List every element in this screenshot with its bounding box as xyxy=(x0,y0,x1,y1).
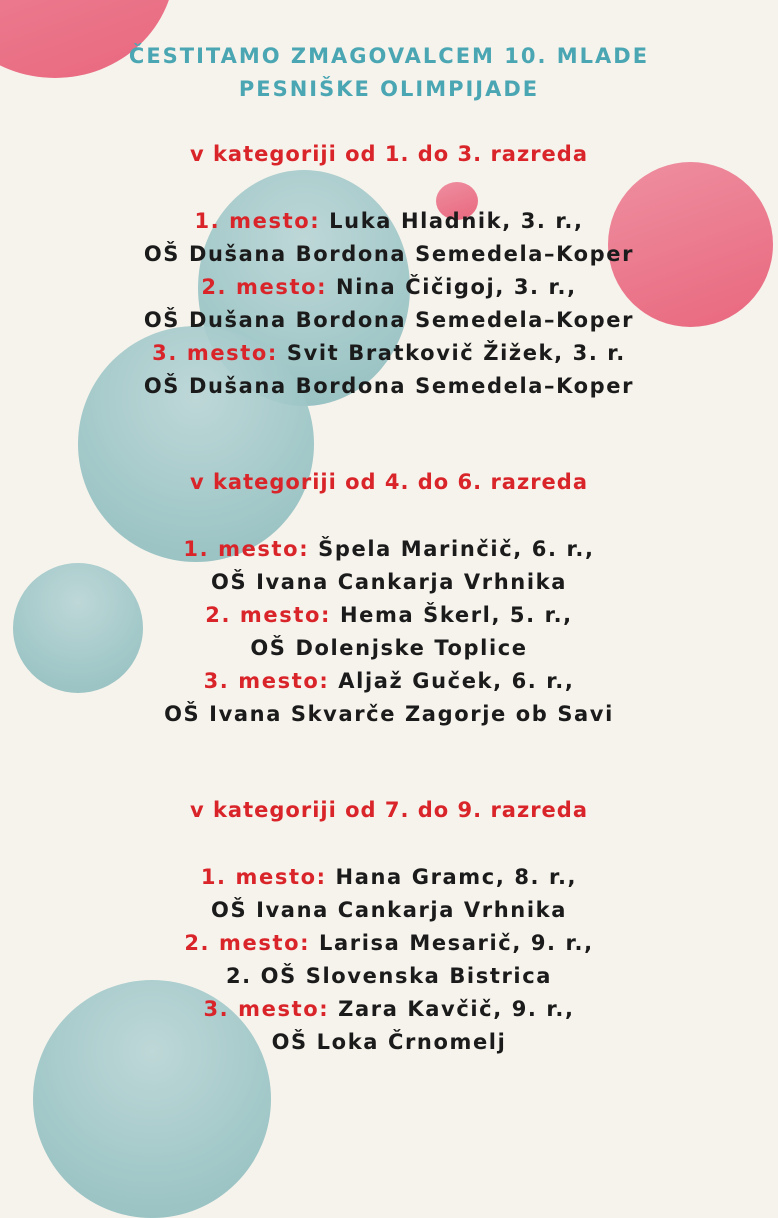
place-label: 1. mesto: xyxy=(200,865,327,889)
winner-line xyxy=(0,271,778,304)
winner-line xyxy=(0,533,778,566)
winner-line xyxy=(0,993,778,1026)
winner-name: Zara Kavčič, 9. r., xyxy=(329,997,575,1021)
category-entries-2 xyxy=(0,533,778,731)
winner-school: OŠ Ivana Cankarja Vrhnika xyxy=(211,570,567,594)
place-label: 2. mesto: xyxy=(205,603,332,627)
place-label: 1. mesto: xyxy=(194,209,321,233)
winner-line xyxy=(0,599,778,632)
winner-name: Larisa Mesarič, 9. r., xyxy=(310,931,594,955)
winner-name: Svit Bratkovič Žižek, 3. r. xyxy=(277,341,626,365)
winner-line xyxy=(0,337,778,370)
winner-school: OŠ Ivana Skvarče Zagorje ob Savi xyxy=(164,702,614,726)
category-entries-3 xyxy=(0,861,778,1059)
winner-school: OŠ Dolenjske Toplice xyxy=(250,636,528,660)
winner-school: OŠ Dušana Bordona Semedela–Koper xyxy=(143,308,635,332)
winner-name: Hana Gramc, 8. r., xyxy=(326,865,578,889)
winner-line xyxy=(0,927,778,960)
place-label: 3. mesto: xyxy=(203,997,330,1021)
winner-school: OŠ Dušana Bordona Semedela–Koper xyxy=(143,374,635,398)
category-heading-1: v kategoriji od 1. do 3. razreda xyxy=(189,142,589,166)
category-heading-3: v kategoriji od 7. do 9. razreda xyxy=(189,798,589,822)
place-label: 2. mesto: xyxy=(201,275,328,299)
winner-name: Špela Marinčič, 6. r., xyxy=(309,537,595,561)
winner-name: Luka Hladnik, 3. r., xyxy=(320,209,584,233)
winner-line xyxy=(0,665,778,698)
category-entries-1 xyxy=(0,205,778,403)
winner-school: OŠ Dušana Bordona Semedela–Koper xyxy=(143,242,635,266)
winner-school: OŠ Loka Črnomelj xyxy=(271,1030,507,1054)
title-line-2: PESNIŠKE OLIMPIJADE xyxy=(238,77,540,101)
winner-line xyxy=(0,205,778,238)
winner-name: Aljaž Guček, 6. r., xyxy=(329,669,575,693)
place-label: 3. mesto: xyxy=(203,669,330,693)
winner-name: Nina Čičigoj, 3. r., xyxy=(327,275,577,299)
page-title xyxy=(0,40,778,106)
winner-line xyxy=(0,861,778,894)
title-line-1: ČESTITAMO ZMAGOVALCEM 10. MLADE xyxy=(128,44,650,68)
winner-name: Hema Škerl, 5. r., xyxy=(331,603,573,627)
category-heading-2: v kategoriji od 4. do 6. razreda xyxy=(189,470,589,494)
place-label: 3. mesto: xyxy=(152,341,278,365)
winner-school: 2. OŠ Slovenska Bistrica xyxy=(225,964,553,988)
winner-school: OŠ Ivana Cankarja Vrhnika xyxy=(211,898,567,922)
place-label: 1. mesto: xyxy=(183,537,310,561)
place-label: 2. mesto: xyxy=(184,931,311,955)
